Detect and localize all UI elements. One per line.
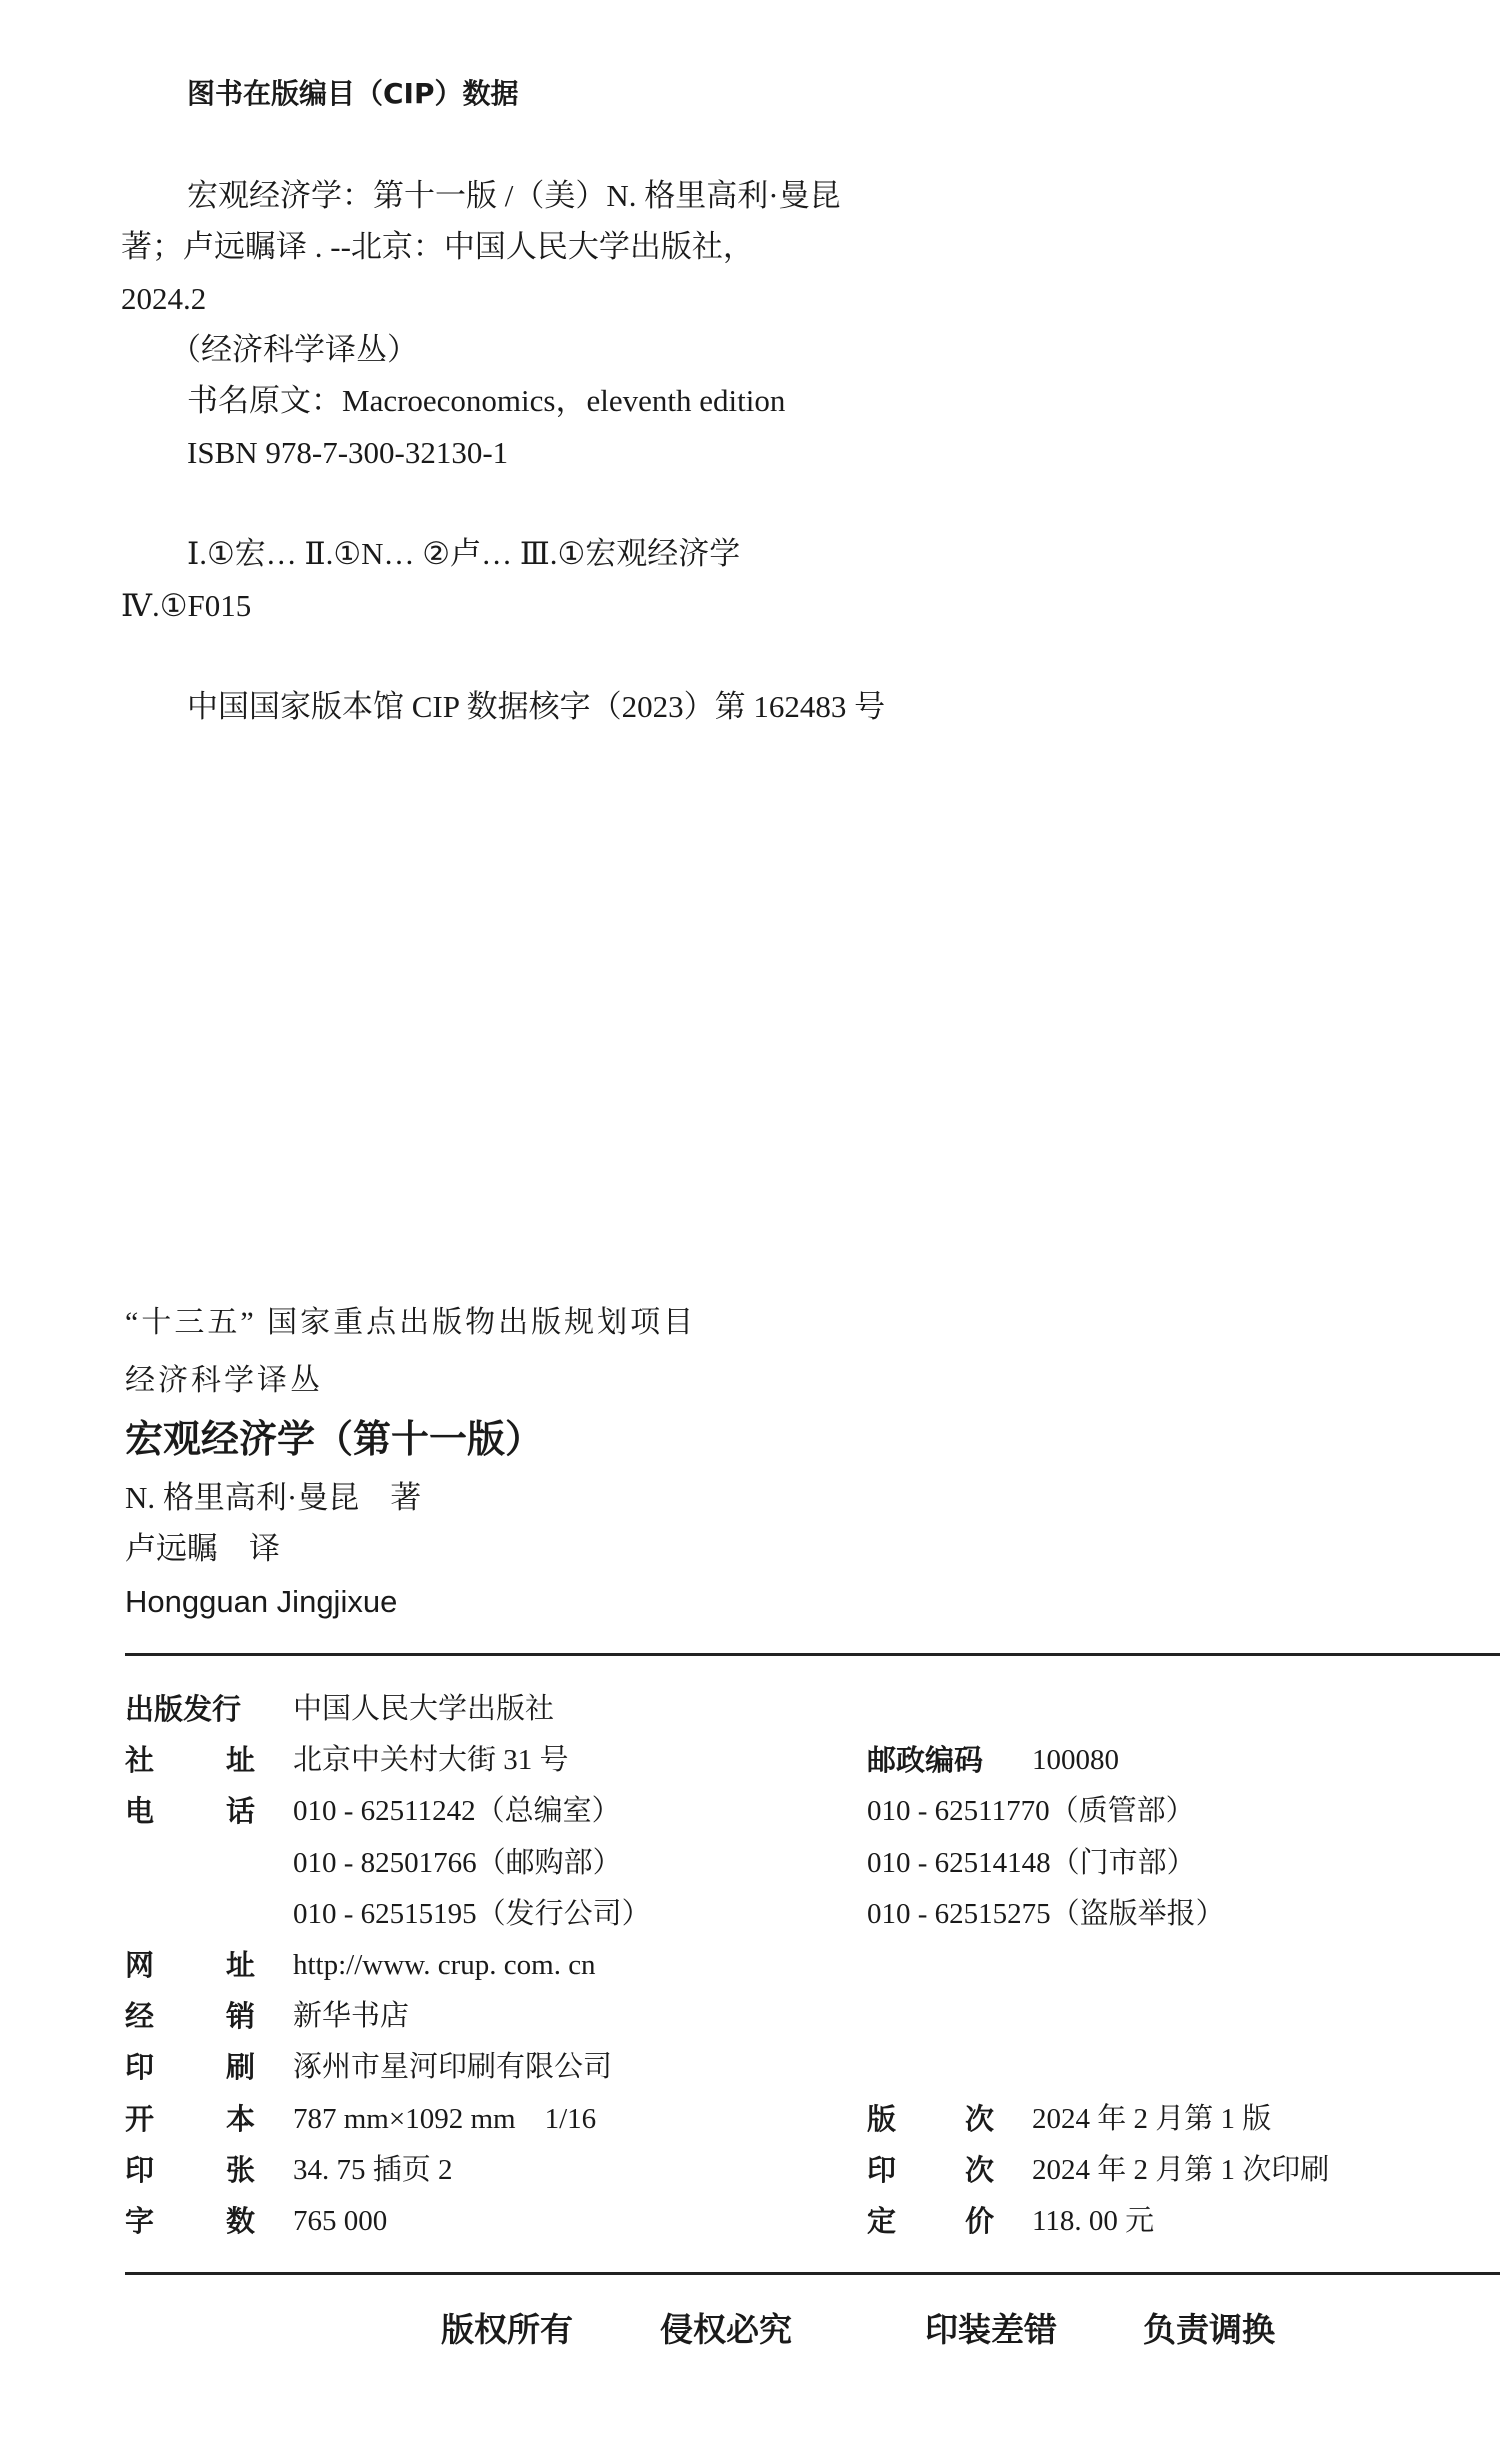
imprint-label: 话 [226, 1794, 256, 1829]
imprint-label: 字 [125, 2204, 155, 2238]
imprint-label: 印 [125, 2152, 155, 2187]
imprint-value: 010 - 62515195（发行公司） [293, 1897, 651, 1930]
footer-notice: 印装差错 [925, 2310, 1057, 2349]
project-line: “十三五” 国家重点出版物出版规划项目 [125, 1306, 697, 1339]
imprint-label: 刷 [226, 2050, 256, 2085]
imprint-label: 张 [226, 2152, 256, 2187]
imprint-value: 中国人民大学出版社 [293, 1693, 555, 1725]
imprint-label: 电 [125, 1794, 155, 1829]
imprint-value: 2024 年 2 月第 1 版 [1032, 2102, 1272, 2135]
imprint-value: 010 - 62515275（盗版举报） [867, 1897, 1225, 1930]
imprint-label: 网 [125, 1948, 155, 1982]
imprint-value: 765 000 [293, 2205, 388, 2237]
footer-notice: 侵权必究 [660, 2310, 792, 2349]
imprint-value: 787 mm×1092 mm 1/16 [293, 2102, 597, 2135]
cip-line: 2024.2 [121, 281, 207, 316]
book-pinyin: Hongguan Jingjixue [125, 1584, 398, 1619]
imprint-value: 涿州市星河印刷有限公司 [293, 2051, 613, 2084]
imprint-label: 定 [867, 2204, 897, 2238]
imprint-value: 010 - 62514148（门市部） [867, 1846, 1196, 1879]
cip-line: 宏观经济学：第十一版 /（美）N. 格里高利·曼昆 [187, 178, 841, 213]
imprint-value: 010 - 82501766（邮购部） [293, 1846, 622, 1879]
imprint-label: 邮政编码 [867, 1743, 984, 1778]
imprint-value: 34. 75 插页 2 [293, 2153, 453, 2186]
imprint-label: 址 [226, 1743, 256, 1778]
divider-bottom [125, 2272, 1500, 2275]
book-translator: 卢远瞩 译 [125, 1531, 280, 1566]
book-title: 宏观经济学（第十一版） [125, 1417, 544, 1461]
series-name: 经济科学译丛 [125, 1364, 323, 1397]
imprint-label: 印 [125, 2050, 155, 2085]
imprint-value: http://www. crup. com. cn [293, 1949, 596, 1981]
cip-line: 著；卢远瞩译 . --北京：中国人民大学出版社， [121, 229, 754, 264]
divider-top [125, 1653, 1500, 1656]
classification-line: Ⅰ.①宏… Ⅱ.①N… ②卢… Ⅲ.①宏观经济学 [187, 536, 741, 571]
imprint-label: 次 [965, 2101, 995, 2136]
imprint-value: 2024 年 2 月第 1 次印刷 [1032, 2153, 1330, 2186]
classification-line: Ⅳ.①F015 [121, 588, 252, 623]
imprint-label: 经 [125, 1999, 155, 2034]
imprint-label: 价 [965, 2204, 995, 2238]
imprint-label: 数 [226, 2204, 256, 2238]
imprint-value: 北京中关村大街 31 号 [293, 1744, 569, 1777]
imprint-label: 址 [226, 1948, 256, 1982]
cip-heading: 图书在版编目（CIP）数据 [187, 77, 519, 110]
cip-line: ISBN 978-7-300-32130-1 [187, 435, 509, 470]
imprint-value: 010 - 62511242（总编室） [293, 1795, 621, 1828]
imprint-label: 开 [125, 2101, 155, 2136]
imprint-label: 社 [125, 1743, 155, 1778]
imprint-label: 印 [867, 2152, 897, 2187]
book-author: N. 格里高利·曼昆 著 [125, 1480, 422, 1515]
imprint-label: 次 [965, 2152, 995, 2187]
imprint-value: 新华书店 [293, 2000, 410, 2033]
cip-number: 中国国家版本馆 CIP 数据核字（2023）第 162483 号 [187, 689, 886, 724]
footer-notice: 版权所有 [441, 2310, 573, 2349]
imprint-label: 出版发行 [125, 1692, 242, 1726]
footer-notice: 负责调换 [1143, 2310, 1275, 2349]
imprint-value: 010 - 62511770（质管部） [867, 1795, 1195, 1828]
imprint-label: 本 [226, 2101, 256, 2136]
cip-line: （经济科学译丛） [170, 332, 418, 367]
cip-line: 书名原文：Macroeconomics，eleventh edition [187, 383, 786, 418]
imprint-value: 118. 00 元 [1032, 2205, 1155, 2237]
imprint-label: 销 [226, 1999, 256, 2034]
imprint-value: 100080 [1032, 1744, 1119, 1777]
imprint-label: 版 [867, 2101, 897, 2136]
